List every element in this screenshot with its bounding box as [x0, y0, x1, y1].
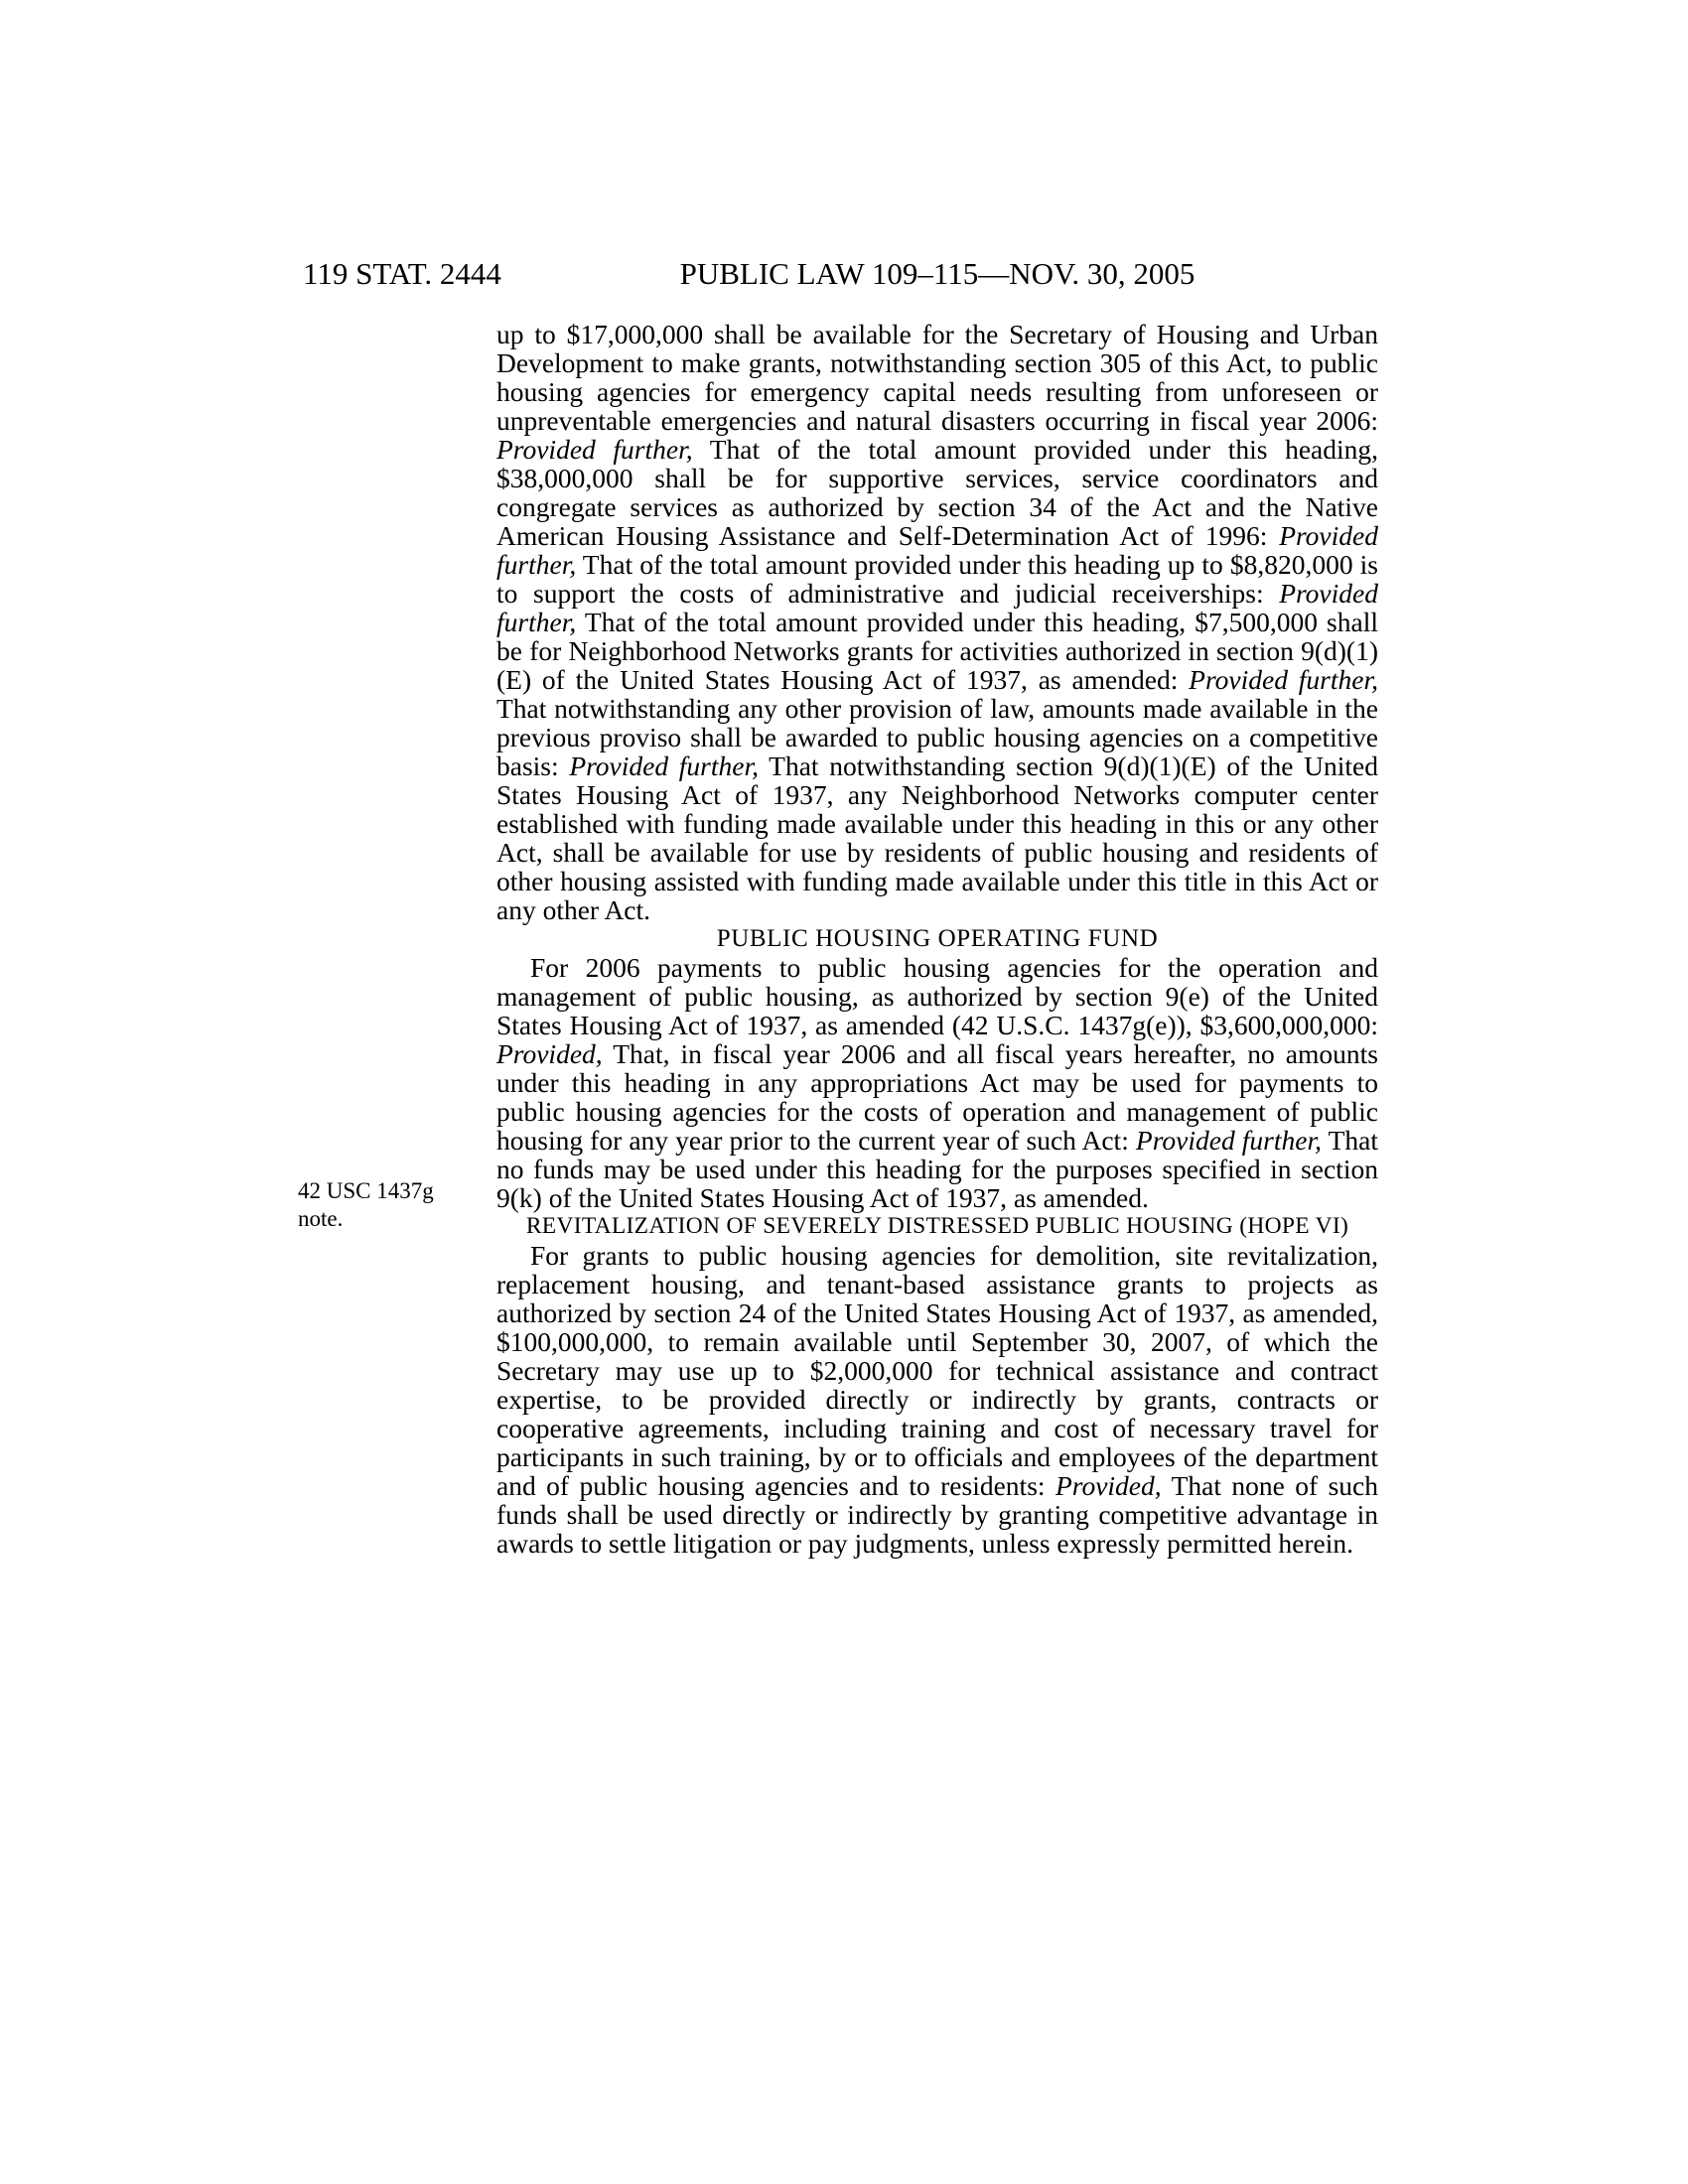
- body-text: [496, 320, 1378, 1558]
- section-heading-hope-vi: REVITALIZATION OF SEVERELY DISTRESSED PUBLIC HOUSING (HOPE VI): [525, 1213, 1349, 1239]
- usc-margin-note: 42 USC 1437g note.: [298, 1178, 434, 1231]
- page-number: 119 STAT. 2444: [303, 256, 501, 291]
- paragraph-emergency-capital: up to $17,000,000 shall be available for the Secretary of Housing and Urban Development to make grants, notwithstanding section 305 of this Act, to public housing agencies for emergency capital needs resulting from unforeseen or unpreventable emergencies and natural disasters occurring in fiscal year 2006: Provided further, That of the total amount provided under this heading, $38,000,000 shall be for supportive services, service coordinators and congregate services as authorized by section 34 of the Act and the Native American Housing Assistance and Self-Determination Act of 1996: Provided further, That of the total amount provided under this heading up to $8,820,000 is to support the costs of administrative and judicial receiverships: Provided further, That of the total amount provided under this heading, $7,500,000 shall be for Neighborhood Networks grants for activities authorized in section 9(d)(1)(E) of the United States Housing Act of 1937, as amended: Provided further, That notwithstanding any other provision of law, amounts made available in the previous proviso shall be awarded to public housing agencies on a competitive basis: Provided further, That notwithstanding section 9(d)(1)(E) of the United States Housing Act of 1937, any Neighborhood Networks computer center established with funding made available under this heading in this or any other Act, shall be available for use by residents of public housing and residents of other housing assisted with funding made available under this title in this Act or any other Act.: [496, 319, 1379, 925]
- paragraph-operating-fund: For 2006 payments to public housing agencies for the operation and management of public housing, as authorized by section 9(e) of the United States Housing Act of 1937, as amended (42 U.S.C. 1437g(e)), $3,600,000,000: Provided, That, in fiscal year 2006 and all fiscal years hereafter, no amounts under this heading in any appropriations Act may be used for payments to public housing agencies for the costs of operation and management of public housing for any year prior to the current year of such Act: Provided further, That no funds may be used under this heading for the purposes specified in section 9(k) of the United States Housing Act of 1937, as amended.: [496, 952, 1378, 1213]
- law-title: PUBLIC LAW 109–115—NOV. 30, 2005: [679, 256, 1196, 291]
- section-heading-operating-fund: PUBLIC HOUSING OPERATING FUND: [716, 925, 1159, 952]
- paragraph-hope-vi: For grants to public housing agencies for demolition, site revitalization, replacement housing, and tenant-based assistance grants to projects as authorized by section 24 of the United States Housing Act of 1937, as amended, $100,000,000, to remain available until September 30, 2007, of which the Secretary may use up to $2,000,000 for technical assistance and contract expertise, to be provided directly or indirectly by grants, contracts or cooperative agreements, including training and cost of necessary travel for participants in such training, by or to officials and employees of the department and of public housing agencies and to residents: Provided, That none of such funds shall be used directly or indirectly by granting competitive advantage in awards to settle litigation or pay judgments, unless expressly permitted herein.: [496, 1240, 1378, 1559]
